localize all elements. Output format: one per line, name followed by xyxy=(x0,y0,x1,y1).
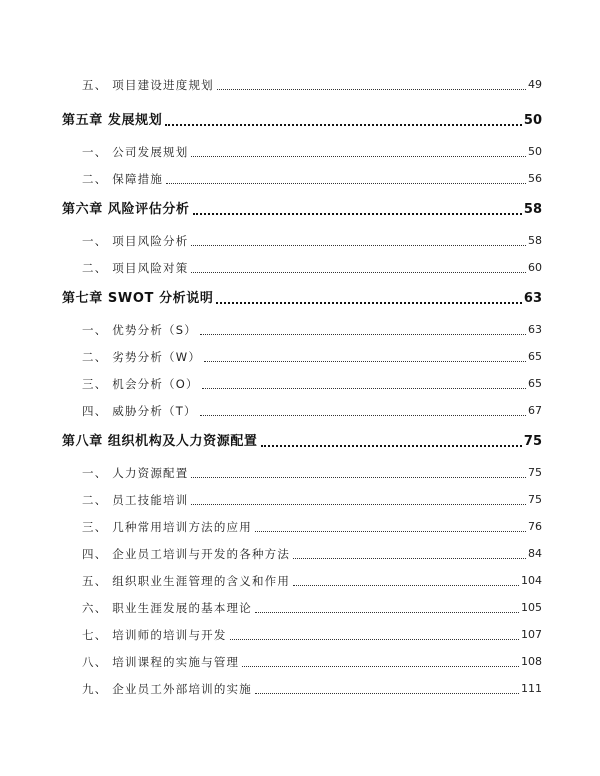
toc-entry-title: 三、 机会分析（O） xyxy=(82,377,199,391)
toc-chapter-title: 第八章 组织机构及人力资源配置 xyxy=(62,434,258,449)
toc-entry-7-1[interactable] xyxy=(62,321,542,339)
toc-entry-title: 二、 员工技能培训 xyxy=(82,493,189,507)
toc-entry-title: 一、 公司发展规划 xyxy=(82,145,189,159)
toc-entry-8-7[interactable] xyxy=(62,626,542,644)
dot-leader xyxy=(242,666,519,667)
toc-page-number: 58 xyxy=(523,202,542,217)
toc-entry-8-8[interactable] xyxy=(62,653,542,671)
dot-leader xyxy=(166,183,526,184)
toc-entry-7-4[interactable] xyxy=(62,402,542,420)
toc-page-number: 67 xyxy=(528,404,542,417)
toc-entry-8-3[interactable] xyxy=(62,518,542,536)
toc-entry-title: 二、 劣势分析（W） xyxy=(82,350,202,364)
toc-page-number: 75 xyxy=(523,434,542,449)
table-of-contents xyxy=(62,76,542,698)
toc-chapter-title: 第七章 SWOT 分析说明 xyxy=(62,291,214,306)
toc-entry-7-2[interactable] xyxy=(62,348,542,366)
toc-page-number: 75 xyxy=(528,493,542,506)
toc-entry-title: 一、 项目风险分析 xyxy=(82,234,189,248)
toc-entry-8-4[interactable] xyxy=(62,545,542,563)
dot-leader xyxy=(191,245,526,246)
toc-entry-title: 二、 保障措施 xyxy=(82,172,164,186)
toc-entry-8-2[interactable] xyxy=(62,491,542,509)
dot-leader xyxy=(191,477,526,478)
toc-page-number: 56 xyxy=(528,172,542,185)
dot-leader xyxy=(293,585,519,586)
toc-entry-8-5[interactable] xyxy=(62,572,542,590)
toc-page-number: 58 xyxy=(528,234,542,247)
dot-leader xyxy=(230,639,519,640)
toc-entry-title: 九、 企业员工外部培训的实施 xyxy=(82,682,252,696)
dot-leader xyxy=(216,302,521,304)
dot-leader xyxy=(261,445,522,447)
dot-leader xyxy=(191,272,526,273)
toc-entry-title: 五、 组织职业生涯管理的含义和作用 xyxy=(82,574,291,588)
toc-entry-5-5[interactable] xyxy=(62,76,542,94)
toc-entry-7-3[interactable] xyxy=(62,375,542,393)
toc-entry-title: 四、 威胁分析（T） xyxy=(82,404,197,418)
toc-page-number: 111 xyxy=(521,682,542,695)
toc-page-number: 49 xyxy=(528,78,542,91)
toc-chapter-5[interactable] xyxy=(62,112,542,130)
dot-leader xyxy=(193,213,522,215)
dot-leader xyxy=(165,124,522,126)
toc-page-number: 60 xyxy=(528,261,542,274)
toc-entry-title: 八、 培训课程的实施与管理 xyxy=(82,655,240,669)
toc-page-number: 63 xyxy=(528,323,542,336)
dot-leader xyxy=(200,334,526,335)
toc-entry-5-2[interactable] xyxy=(62,170,542,188)
toc-chapter-6[interactable] xyxy=(62,201,542,219)
toc-page-number: 108 xyxy=(521,655,542,668)
dot-leader xyxy=(255,612,519,613)
toc-entry-8-9[interactable] xyxy=(62,680,542,698)
dot-leader xyxy=(191,504,526,505)
toc-chapter-title: 第五章 发展规划 xyxy=(62,113,163,128)
toc-entry-title: 七、 培训师的培训与开发 xyxy=(82,628,227,642)
dot-leader xyxy=(255,693,519,694)
toc-entry-8-6[interactable] xyxy=(62,599,542,617)
toc-entry-title: 一、 优势分析（S） xyxy=(82,323,197,337)
dot-leader xyxy=(200,415,526,416)
toc-page-number: 104 xyxy=(521,574,542,587)
dot-leader xyxy=(204,361,526,362)
toc-chapter-8[interactable] xyxy=(62,433,542,451)
toc-page-number: 50 xyxy=(523,113,542,128)
toc-entry-title: 五、 项目建设进度规划 xyxy=(82,78,214,92)
toc-page-number: 63 xyxy=(523,291,542,306)
toc-entry-6-2[interactable] xyxy=(62,259,542,277)
toc-entry-title: 一、 人力资源配置 xyxy=(82,466,189,480)
toc-page-number: 50 xyxy=(528,145,542,158)
dot-leader xyxy=(255,531,526,532)
toc-page-number: 75 xyxy=(528,466,542,479)
toc-page-number: 84 xyxy=(528,547,542,560)
toc-page-number: 65 xyxy=(528,350,542,363)
dot-leader xyxy=(202,388,526,389)
toc-page-number: 76 xyxy=(528,520,542,533)
toc-page-number: 105 xyxy=(521,601,542,614)
toc-entry-8-1[interactable] xyxy=(62,464,542,482)
toc-entry-6-1[interactable] xyxy=(62,232,542,250)
toc-chapter-7[interactable] xyxy=(62,290,542,308)
toc-chapter-title: 第六章 风险评估分析 xyxy=(62,202,190,217)
dot-leader xyxy=(191,156,526,157)
toc-page-number: 65 xyxy=(528,377,542,390)
dot-leader xyxy=(217,89,526,90)
toc-page-number: 107 xyxy=(521,628,542,641)
toc-entry-title: 四、 企业员工培训与开发的各种方法 xyxy=(82,547,291,561)
dot-leader xyxy=(293,558,526,559)
toc-entry-title: 三、 几种常用培训方法的应用 xyxy=(82,520,252,534)
toc-entry-5-1[interactable] xyxy=(62,143,542,161)
toc-entry-title: 二、 项目风险对策 xyxy=(82,261,189,275)
toc-entry-title: 六、 职业生涯发展的基本理论 xyxy=(82,601,252,615)
